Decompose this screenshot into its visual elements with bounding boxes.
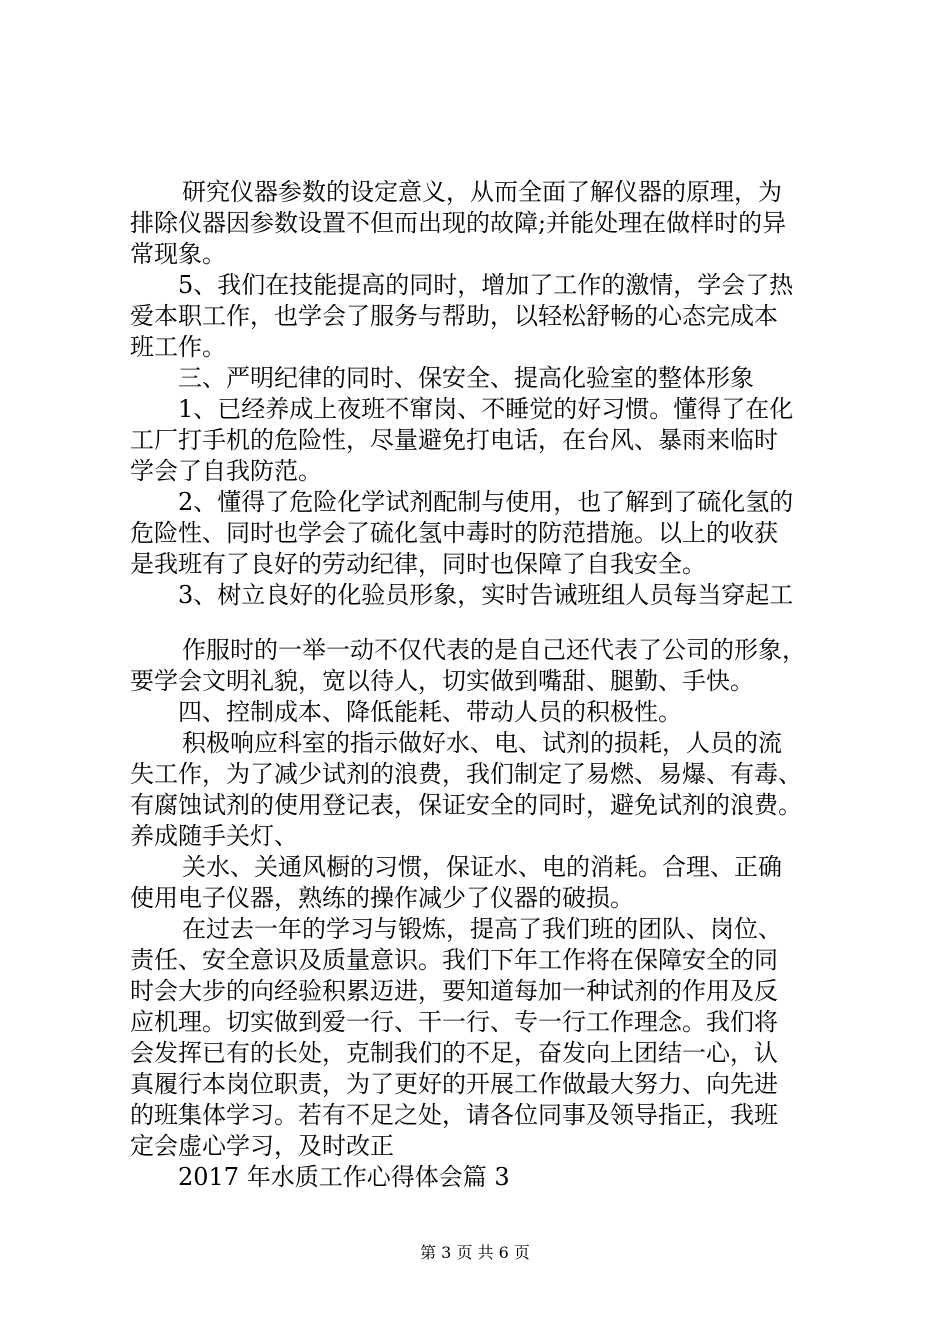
text-line: 爱本职工作，也学会了服务与帮助，以轻松舒畅的心态完成本 [130, 302, 778, 330]
text-line: 真履行本岗位职责，为了更好的开展工作做最大努力、向先进 [130, 1070, 778, 1098]
text-line: 工厂打手机的危险性，尽量避免打电话，在台风、暴雨来临时 [130, 426, 778, 454]
text-line: 3、树立良好的化验员形象，实时告诫班组人员每当穿起工 [178, 581, 794, 609]
text-line: 应机理。切实做到爱一行、干一行、专一行工作理念。我们将 [130, 1008, 778, 1036]
text-line: 2017 年水质工作心得体会篇 3 [178, 1163, 510, 1191]
text-line: 使用电子仪器，熟练的操作减少了仪器的破损。 [130, 884, 634, 912]
text-line: 5、我们在技能提高的同时，增加了工作的激情，学会了热 [178, 271, 794, 299]
text-line: 排除仪器因参数设置不但而出现的故障;并能处理在做样时的异 [130, 209, 787, 237]
text-line: 常现象。 [130, 240, 226, 268]
text-line: 责任、安全意识及质量意识。我们下年工作将在保障安全的同 [130, 946, 778, 974]
text-line: 有腐蚀试剂的使用登记表，保证安全的同时，避免试剂的浪费。 [130, 791, 802, 819]
text-line: 的班集体学习。若有不足之处，请各位同事及领导指正，我班 [130, 1101, 778, 1129]
text-line: 2、懂得了危险化学试剂配制与使用，也了解到了硫化氢的 [178, 488, 794, 516]
text-line: 会发挥已有的长处，克制我们的不足，奋发向上团结一心，认 [130, 1039, 778, 1067]
text-line: 1、已经养成上夜班不窜岗、不睡觉的好习惯。懂得了在化 [178, 395, 794, 423]
text-line: 在过去一年的学习与锻炼，提高了我们班的团队、岗位、 [182, 915, 782, 943]
text-line: 积极响应科室的指示做好水、电、试剂的损耗，人员的流 [182, 729, 782, 757]
text-block-1 [130, 177, 830, 611]
text-line: 作服时的一举一动不仅代表的是自己还代表了公司的形象， [182, 636, 806, 664]
page-footer: 第 3 页 共 6 页 [420, 1243, 530, 1262]
text-line: 养成随手关灯、 [130, 822, 298, 850]
text-line: 研究仪器参数的设定意义，从而全面了解仪器的原理，为 [182, 178, 782, 206]
text-line: 学会了自我防范。 [130, 457, 322, 485]
text-line: 定会虚心学习，及时改正 [130, 1132, 394, 1160]
text-line: 危险性、同时也学会了硫化氢中毒时的防范措施。以上的收获 [130, 519, 778, 547]
text-line: 失工作，为了减少试剂的浪费，我们制定了易燃、易爆、有毒、 [130, 760, 802, 788]
text-line: 班工作。 [130, 333, 226, 361]
text-block-2 [130, 635, 830, 1193]
text-line: 四、控制成本、降低能耗、带动人员的积极性。 [178, 698, 682, 726]
text-line: 要学会文明礼貌，宽以待人，切实做到嘴甜、腿勤、手快。 [130, 667, 754, 695]
text-line: 关水、关通风橱的习惯，保证水、电的消耗。合理、正确 [182, 853, 782, 881]
text-line: 时会大步的向经验积累迈进，要知道每加一种试剂的作用及反 [130, 977, 778, 1005]
text-line: 是我班有了良好的劳动纪律，同时也保障了自我安全。 [130, 550, 706, 578]
text-line: 三、严明纪律的同时、保安全、提高化验室的整体形象 [178, 364, 754, 392]
